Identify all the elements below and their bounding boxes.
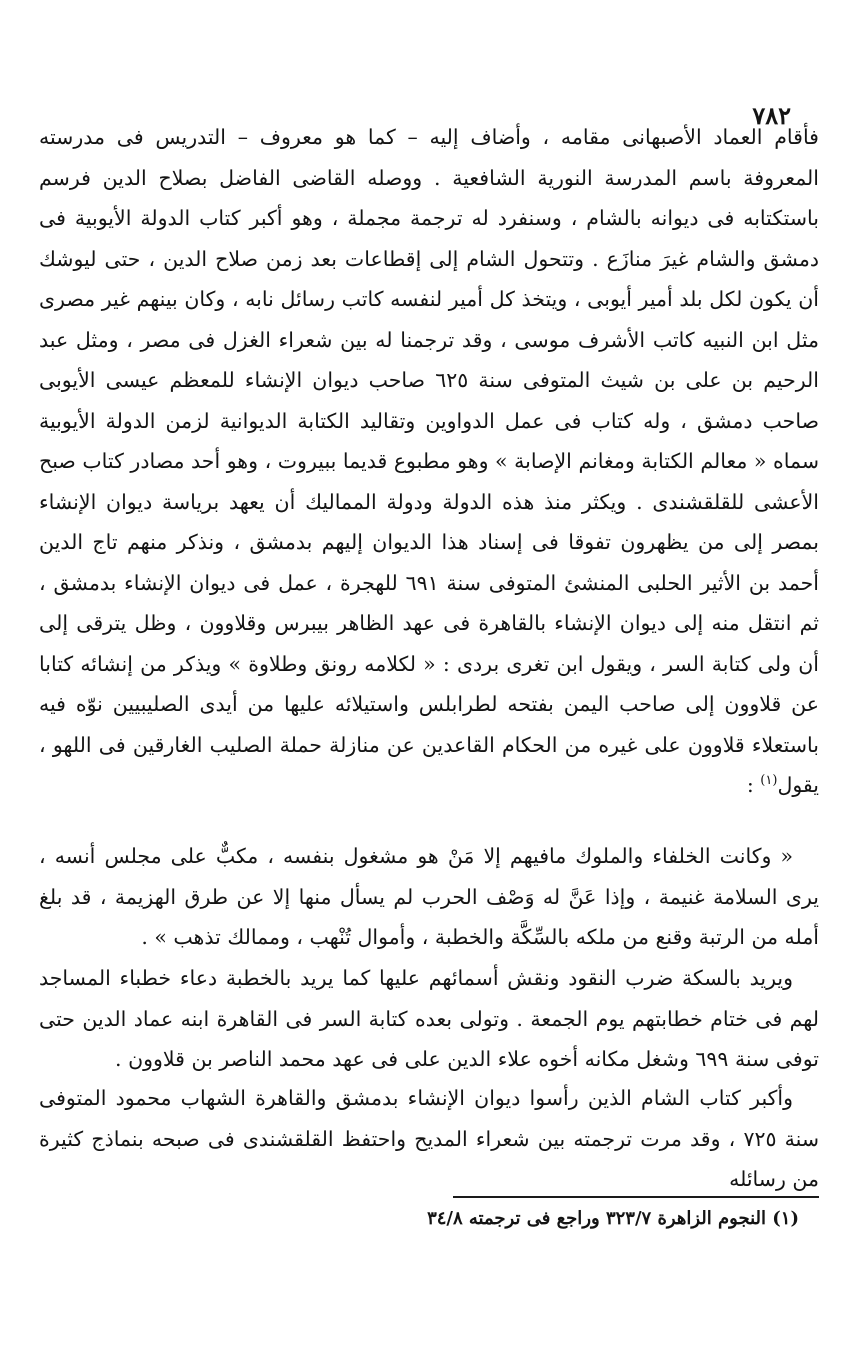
body-paragraph-second bbox=[39, 958, 819, 1080]
quote-text: « وكانت الخلفاء والملوك مافيهم إلا مَنْ هو مشغول بنفسه ، مكبٌّ على مجلس أنسه ، يرى السلامة غنيمة ، وإذا عَنَّ له وَصْف الحرب لم يسأل منها إلا عن طرق الهزيمة ، قد بلغ أمله من الرتبة وقنع من ملكه بالسِّكَّة والخطبة ، وأموال تُنْهب ، وممالك تذهب » . bbox=[39, 844, 819, 949]
quoted-passage bbox=[39, 836, 819, 958]
paragraph-text: وأكبر كتاب الشام الذين رأسوا ديوان الإنشاء بدمشق والقاهرة الشهاب محمود المتوفى سنة ٧٢٥ ، وقد مرت ترجمته بين شعراء المديح واحتفظ القلقشندى فى صبحه بنماذج كثيرة من رسائله bbox=[39, 1086, 819, 1191]
footnote: (١) النجوم الزاهرة ٣٢٣/٧ وراجع فى ترجمته ٣٤/٨ bbox=[427, 1208, 799, 1229]
page-number: ٧٨٢ bbox=[752, 101, 791, 130]
body-paragraph-main bbox=[39, 117, 819, 806]
footnote-divider bbox=[453, 1196, 819, 1198]
paragraph-tail: : bbox=[746, 773, 761, 797]
paragraph-text: فأقام العماد الأصبهانى مقامه ، وأضاف إليه – كما هو معروف – التدريس فى مدرسته المعروفة باسم المدرسة النورية الشافعية . ووصله القاضى الفاضل بصلاح الدين فرسم باستكتابه فى ديوانه بالشام ، وسنفرد له ترجمة مجملة ، وهو أكبر كتاب الدولة الأيوبية فى دمشق والشام غيرَ منازَع . وتتحول الشام إلى إقطاعات بعد زمن صلاح الدين ، حتى ليوشك أن يكون لكل بلد أمير أيوبى ، ويتخذ كل أمير لنفسه كاتب رسائل نابه ، وكان بينهم غير مصرى مثل ابن النبيه كاتب الأشرف موسى ، وقد ترجمنا له بين شعراء الغزل فى مصر ، ومثل عبد الرحيم بن على بن شيث المتوفى سنة ٦٢٥ صاحب ديوان الإنشاء للمعظم عيسى الأيوبى صاحب دمشق ، وله كتاب فى عمل الدواوين وتقاليد الكتابة الديوانية لزمن الدولة الأيوبية سماه « معالم الكتابة ومغانم الإصابة » وهو مطبوع قديما ببيروت ، وهو أحد مصادر كتاب صبح الأعشى للقلقشندى . ويكثر منذ هذه الدولة ودولة المماليك أن يعهد برياسة ديوان الإنشاء بمصر إلى من يظهرون تفوقا فى إسناد هذا الديوان إليهم بدمشق ، ونذكر منهم تاج الدين أحمد بن الأثير الحلبى المنشئ المتوفى سنة ٦٩١ للهجرة ، عمل فى ديوان الإنشاء بدمشق ، ثم انتقل منه إلى ديوان الإنشاء بالقاهرة فى عهد الظاهر بيبرس وقلاوون ، وظل يترقى إلى أن ولى كتابة السر ، ويقول ابن تغرى بردى : « لكلامه رونق وطلاوة » ويذكر من إنشائه كتابا عن قلاوون إلى صاحب اليمن بفتحه لطرابلس واستيلائه عليها من أيدى الصليبيين نوّه فيه باستعلاء قلاوون على غيره من الحكام القاعدين عن منازلة حملة الصليب الغارقين فى اللهو ، يقول bbox=[39, 125, 819, 797]
footnote-reference[interactable]: (١) bbox=[760, 773, 778, 789]
paragraph-text: ويريد بالسكة ضرب النقود ونقش أسمائهم عليها كما يريد بالخطبة دعاء خطباء المساجد لهم فى ختام خطابتهم يوم الجمعة . وتولى بعده كتابة السر فى القاهرة ابنه عماد الدين حتى توفى سنة ٦٩٩ وشغل مكانه أخوه علاء الدين على فى عهد محمد الناصر بن قلاوون . bbox=[39, 966, 819, 1071]
body-paragraph-third bbox=[39, 1078, 819, 1200]
